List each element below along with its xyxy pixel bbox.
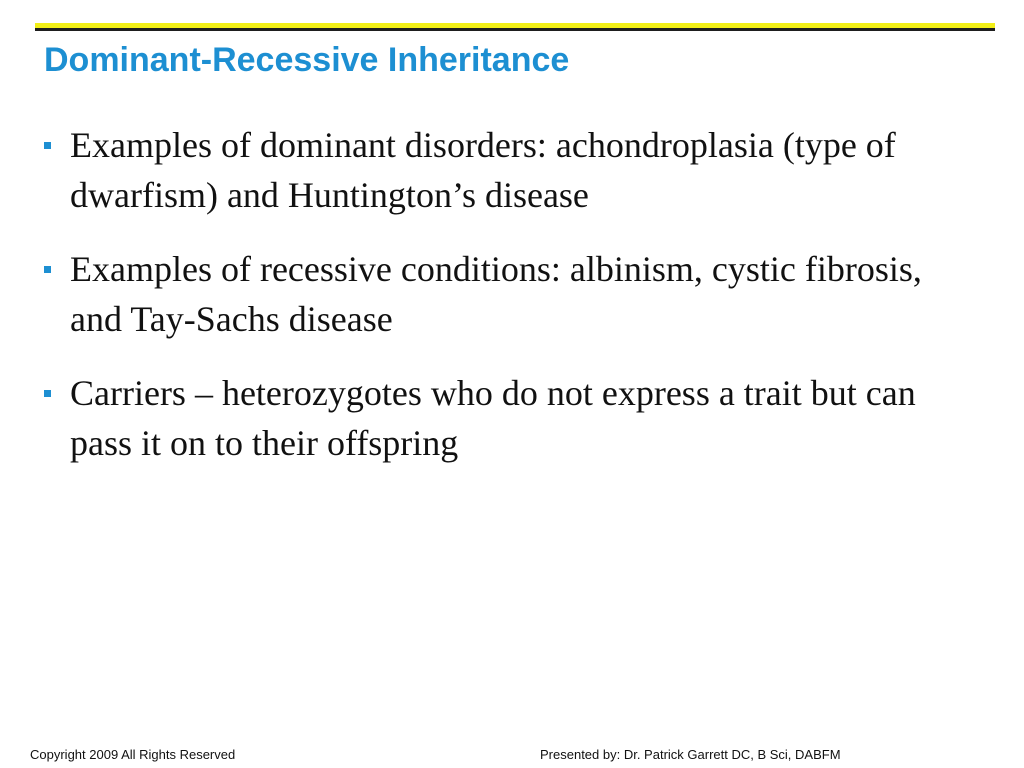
bullet-item <box>44 368 974 468</box>
header-rule <box>35 23 995 32</box>
square-bullet-icon <box>44 390 51 397</box>
bullet-text: Carriers – heterozygotes who do not express a trait but can pass it on to their offspring <box>70 373 916 463</box>
footer-presenter: Presented by: Dr. Patrick Garrett DC, B Sci, DABFM <box>540 747 841 762</box>
header-rule-dark <box>35 28 995 31</box>
bullet-item <box>44 244 974 344</box>
bullet-text: Examples of recessive conditions: albinism, cystic fibrosis, and Tay-Sachs disease <box>70 249 922 339</box>
slide-title: Dominant-Recessive Inheritance <box>44 41 570 79</box>
bullet-list <box>44 120 974 492</box>
bullet-text: Examples of dominant disorders: achondroplasia (type of dwarfism) and Huntington’s disease <box>70 125 896 215</box>
footer-copyright: Copyright 2009 All Rights Reserved <box>30 747 236 762</box>
square-bullet-icon <box>44 142 51 149</box>
square-bullet-icon <box>44 266 51 273</box>
bullet-item <box>44 120 974 220</box>
